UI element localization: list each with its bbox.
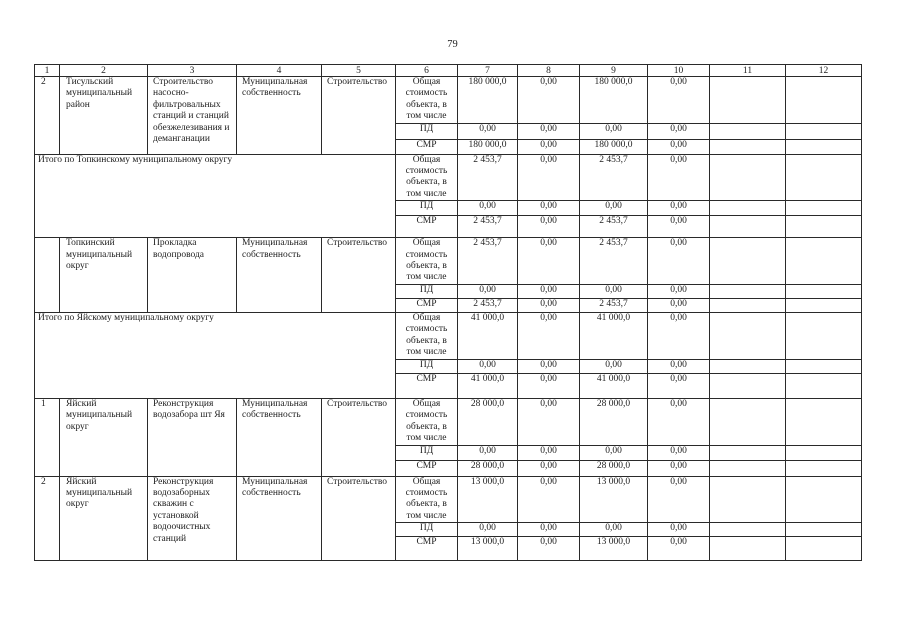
object-name-cell: Прокладка водопровода bbox=[148, 238, 237, 313]
column-header-7: 7 bbox=[458, 65, 518, 77]
col12-empty-cell bbox=[786, 298, 862, 312]
col11-empty-cell bbox=[710, 476, 786, 523]
column-header-9: 9 bbox=[580, 65, 648, 77]
col9-value-cell: 0,00 bbox=[580, 284, 648, 298]
col12-empty-cell bbox=[786, 359, 862, 373]
header-row bbox=[35, 65, 862, 77]
column-header-10: 10 bbox=[648, 65, 710, 77]
col8-value-cell: 0,00 bbox=[518, 154, 580, 201]
cost-type-cell: СМР bbox=[396, 216, 458, 238]
col7-value-cell: 180 000,0 bbox=[458, 77, 518, 124]
col8-value-cell: 0,00 bbox=[518, 123, 580, 139]
col11-empty-cell bbox=[710, 284, 786, 298]
cost-type-cell: Общая стоимость объекта, в том числе bbox=[396, 154, 458, 201]
col11-empty-cell bbox=[710, 123, 786, 139]
col7-value-cell: 13 000,0 bbox=[458, 476, 518, 523]
work-type-cell: Строительство bbox=[322, 398, 396, 476]
col11-empty-cell bbox=[710, 298, 786, 312]
work-type-cell: Строительство bbox=[322, 476, 396, 561]
column-header-1: 1 bbox=[35, 65, 60, 77]
total-label-cell: Итого по Яйскому муниципальному округу bbox=[35, 312, 396, 398]
col9-value-cell: 0,00 bbox=[580, 201, 648, 216]
cost-type-cell: СМР bbox=[396, 298, 458, 312]
col10-value-cell: 0,00 bbox=[648, 201, 710, 216]
col11-empty-cell bbox=[710, 398, 786, 445]
object-name-cell: Реконструкция водозабора шт Яя bbox=[148, 398, 237, 476]
col11-empty-cell bbox=[710, 216, 786, 238]
col12-empty-cell bbox=[786, 312, 862, 359]
col10-value-cell: 0,00 bbox=[648, 537, 710, 561]
table-row bbox=[35, 154, 862, 201]
row-number-cell: 1 bbox=[35, 398, 60, 476]
col7-value-cell: 0,00 bbox=[458, 445, 518, 460]
col10-value-cell: 0,00 bbox=[648, 312, 710, 359]
col10-value-cell: 0,00 bbox=[648, 476, 710, 523]
col8-value-cell: 0,00 bbox=[518, 460, 580, 476]
col9-value-cell: 2 453,7 bbox=[580, 238, 648, 285]
ownership-cell: Муниципальная собственность bbox=[237, 238, 322, 313]
object-name-cell: Реконструкция водозаборных скважин с установкой водоочистных станций bbox=[148, 476, 237, 561]
col11-empty-cell bbox=[710, 238, 786, 285]
col9-value-cell: 13 000,0 bbox=[580, 476, 648, 523]
col7-value-cell: 0,00 bbox=[458, 284, 518, 298]
column-header-2: 2 bbox=[60, 65, 148, 77]
cost-type-cell: Общая стоимость объекта, в том числе bbox=[396, 398, 458, 445]
col7-value-cell: 2 453,7 bbox=[458, 154, 518, 201]
municipality-cell: Тисульский муниципальный район bbox=[60, 77, 148, 155]
col8-value-cell: 0,00 bbox=[518, 298, 580, 312]
cost-type-cell: Общая стоимость объекта, в том числе bbox=[396, 238, 458, 285]
col10-value-cell: 0,00 bbox=[648, 359, 710, 373]
col7-value-cell: 180 000,0 bbox=[458, 139, 518, 154]
col12-empty-cell bbox=[786, 154, 862, 201]
municipality-cell: Яйский муниципальный округ bbox=[60, 398, 148, 476]
col11-empty-cell bbox=[710, 139, 786, 154]
col9-value-cell: 180 000,0 bbox=[580, 139, 648, 154]
col7-value-cell: 41 000,0 bbox=[458, 373, 518, 398]
col7-value-cell: 0,00 bbox=[458, 359, 518, 373]
col9-value-cell: 2 453,7 bbox=[580, 154, 648, 201]
col11-empty-cell bbox=[710, 312, 786, 359]
col11-empty-cell bbox=[710, 77, 786, 124]
col8-value-cell: 0,00 bbox=[518, 373, 580, 398]
municipality-cell: Яйский муниципальный округ bbox=[60, 476, 148, 561]
col12-empty-cell bbox=[786, 238, 862, 285]
col8-value-cell: 0,00 bbox=[518, 284, 580, 298]
ownership-cell: Муниципальная собственность bbox=[237, 398, 322, 476]
col7-value-cell: 0,00 bbox=[458, 123, 518, 139]
total-label-cell: Итого по Топкинскому муниципальному округу bbox=[35, 154, 396, 238]
data-table bbox=[34, 64, 862, 561]
column-header-6: 6 bbox=[396, 65, 458, 77]
col8-value-cell: 0,00 bbox=[518, 523, 580, 537]
col8-value-cell: 0,00 bbox=[518, 537, 580, 561]
ownership-cell: Муниципальная собственность bbox=[237, 476, 322, 561]
col10-value-cell: 0,00 bbox=[648, 139, 710, 154]
table-row bbox=[35, 238, 862, 285]
row-number-cell: 2 bbox=[35, 77, 60, 155]
col11-empty-cell bbox=[710, 537, 786, 561]
col9-value-cell: 13 000,0 bbox=[580, 537, 648, 561]
col12-empty-cell bbox=[786, 537, 862, 561]
col8-value-cell: 0,00 bbox=[518, 77, 580, 124]
col7-value-cell: 0,00 bbox=[458, 201, 518, 216]
cost-type-cell: ПД bbox=[396, 123, 458, 139]
col12-empty-cell bbox=[786, 77, 862, 124]
col8-value-cell: 0,00 bbox=[518, 445, 580, 460]
col10-value-cell: 0,00 bbox=[648, 445, 710, 460]
col9-value-cell: 41 000,0 bbox=[580, 312, 648, 359]
col9-value-cell: 41 000,0 bbox=[580, 373, 648, 398]
col10-value-cell: 0,00 bbox=[648, 284, 710, 298]
table-row bbox=[35, 476, 862, 523]
column-header-5: 5 bbox=[322, 65, 396, 77]
cost-type-cell: ПД bbox=[396, 201, 458, 216]
cost-type-cell: ПД bbox=[396, 359, 458, 373]
col10-value-cell: 0,00 bbox=[648, 460, 710, 476]
col9-value-cell: 0,00 bbox=[580, 359, 648, 373]
col7-value-cell: 28 000,0 bbox=[458, 398, 518, 445]
cost-type-cell: Общая стоимость объекта, в том числе bbox=[396, 312, 458, 359]
col11-empty-cell bbox=[710, 373, 786, 398]
table-row bbox=[35, 398, 862, 445]
col7-value-cell: 0,00 bbox=[458, 523, 518, 537]
col10-value-cell: 0,00 bbox=[648, 77, 710, 124]
col9-value-cell: 28 000,0 bbox=[580, 398, 648, 445]
municipality-cell: Топкинский муниципальный округ bbox=[60, 238, 148, 313]
cost-type-cell: СМР bbox=[396, 139, 458, 154]
cost-type-cell: Общая стоимость объекта, в том числе bbox=[396, 77, 458, 124]
column-header-3: 3 bbox=[148, 65, 237, 77]
col9-value-cell: 0,00 bbox=[580, 523, 648, 537]
col8-value-cell: 0,00 bbox=[518, 476, 580, 523]
col7-value-cell: 28 000,0 bbox=[458, 460, 518, 476]
column-header-12: 12 bbox=[786, 65, 862, 77]
col11-empty-cell bbox=[710, 523, 786, 537]
col8-value-cell: 0,00 bbox=[518, 238, 580, 285]
col11-empty-cell bbox=[710, 460, 786, 476]
col8-value-cell: 0,00 bbox=[518, 139, 580, 154]
col10-value-cell: 0,00 bbox=[648, 398, 710, 445]
col11-empty-cell bbox=[710, 154, 786, 201]
column-header-11: 11 bbox=[710, 65, 786, 77]
col10-value-cell: 0,00 bbox=[648, 216, 710, 238]
col9-value-cell: 180 000,0 bbox=[580, 77, 648, 124]
col12-empty-cell bbox=[786, 476, 862, 523]
col12-empty-cell bbox=[786, 216, 862, 238]
col12-empty-cell bbox=[786, 373, 862, 398]
col12-empty-cell bbox=[786, 139, 862, 154]
col10-value-cell: 0,00 bbox=[648, 523, 710, 537]
cost-type-cell: ПД bbox=[396, 284, 458, 298]
col9-value-cell: 2 453,7 bbox=[580, 298, 648, 312]
col9-value-cell: 2 453,7 bbox=[580, 216, 648, 238]
col12-empty-cell bbox=[786, 123, 862, 139]
cost-type-cell: СМР bbox=[396, 373, 458, 398]
col10-value-cell: 0,00 bbox=[648, 154, 710, 201]
col12-empty-cell bbox=[786, 284, 862, 298]
column-header-8: 8 bbox=[518, 65, 580, 77]
col8-value-cell: 0,00 bbox=[518, 312, 580, 359]
cost-type-cell: ПД bbox=[396, 523, 458, 537]
col10-value-cell: 0,00 bbox=[648, 298, 710, 312]
ownership-cell: Муниципальная собственность bbox=[237, 77, 322, 155]
col9-value-cell: 0,00 bbox=[580, 445, 648, 460]
col9-value-cell: 28 000,0 bbox=[580, 460, 648, 476]
col11-empty-cell bbox=[710, 201, 786, 216]
cost-type-cell: СМР bbox=[396, 460, 458, 476]
col7-value-cell: 2 453,7 bbox=[458, 216, 518, 238]
col10-value-cell: 0,00 bbox=[648, 373, 710, 398]
object-name-cell: Строительство насосно-фильтровальных станций и станций обезжелезивания и деманганации bbox=[148, 77, 237, 155]
col12-empty-cell bbox=[786, 523, 862, 537]
table-row bbox=[35, 312, 862, 359]
col12-empty-cell bbox=[786, 460, 862, 476]
col7-value-cell: 41 000,0 bbox=[458, 312, 518, 359]
col7-value-cell: 2 453,7 bbox=[458, 238, 518, 285]
col10-value-cell: 0,00 bbox=[648, 123, 710, 139]
col8-value-cell: 0,00 bbox=[518, 359, 580, 373]
col8-value-cell: 0,00 bbox=[518, 216, 580, 238]
col8-value-cell: 0,00 bbox=[518, 201, 580, 216]
row-number-cell bbox=[35, 238, 60, 313]
col7-value-cell: 2 453,7 bbox=[458, 298, 518, 312]
col12-empty-cell bbox=[786, 445, 862, 460]
col11-empty-cell bbox=[710, 359, 786, 373]
col12-empty-cell bbox=[786, 201, 862, 216]
work-type-cell: Строительство bbox=[322, 238, 396, 313]
cost-type-cell: СМР bbox=[396, 537, 458, 561]
col7-value-cell: 13 000,0 bbox=[458, 537, 518, 561]
column-header-4: 4 bbox=[237, 65, 322, 77]
cost-type-cell: Общая стоимость объекта, в том числе bbox=[396, 476, 458, 523]
page-number: 79 bbox=[447, 39, 458, 50]
col12-empty-cell bbox=[786, 398, 862, 445]
col9-value-cell: 0,00 bbox=[580, 123, 648, 139]
col11-empty-cell bbox=[710, 445, 786, 460]
cost-type-cell: ПД bbox=[396, 445, 458, 460]
table-row bbox=[35, 77, 862, 124]
work-type-cell: Строительство bbox=[322, 77, 396, 155]
row-number-cell: 2 bbox=[35, 476, 60, 561]
col8-value-cell: 0,00 bbox=[518, 398, 580, 445]
col10-value-cell: 0,00 bbox=[648, 238, 710, 285]
